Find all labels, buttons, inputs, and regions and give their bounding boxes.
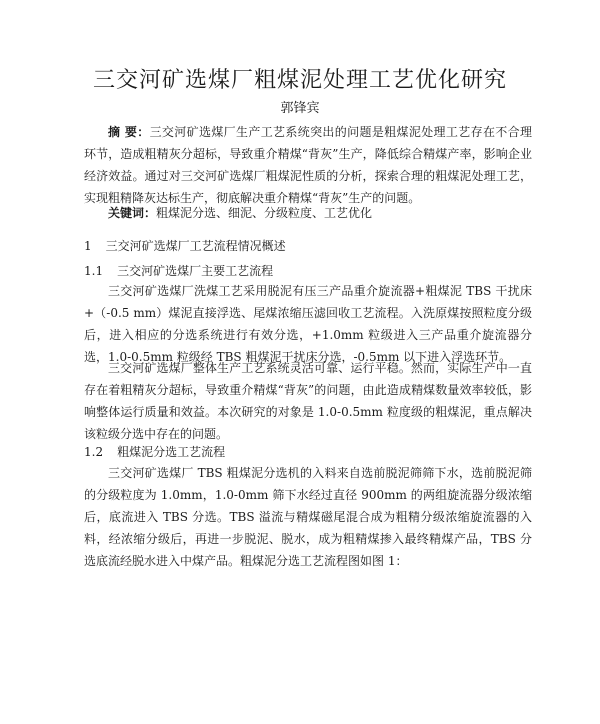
abstract-text: 三交河矿选煤厂生产工艺系统突出的问题是粗煤泥处理工艺存在不合理环节，造成粗精灰分超标，导致重介精煤“背灰”生产，降低综合精煤产率，影响企业经济效益。通过对三交河矿选煤厂粗煤泥性质的分析，探索合理的粗煤泥处理工艺，实现粗精降灰达标生产，彻底解决重介精煤“背灰”生产的问题。: [84, 125, 532, 205]
keywords-text: 粗煤泥分选、细泥、分级粒度、工艺优化: [156, 206, 373, 220]
subsection-number: 1.1: [84, 264, 104, 278]
abstract-label: 摘 要：: [108, 125, 150, 139]
body-paragraph: 三交河矿选煤厂洗煤工艺采用脱泥有压三产品重介旋流器+粗煤泥 TBS 干扰床+（-0.5 mm）煤泥直接浮选、尾煤浓缩压滤回收工艺流程。入洗原煤按照粒度分级后，进入相应的分选系统进行有效分选，+1.0mm 粒级进入三产品重介旋流器分选，1.0-0.5mm 粒级经 TBS 粗煤泥干扰床分选，-0.5mm 以下进入浮选环节。: [84, 284, 532, 364]
subsection-title: 粗煤泥分选工艺流程: [117, 445, 226, 459]
section-title: 三交河矿选煤厂工艺流程情况概述: [105, 239, 286, 253]
subsection-heading-1-2: [84, 443, 225, 460]
abstract: [84, 121, 532, 209]
subsection-title: 三交河矿选煤厂主要工艺流程: [117, 264, 274, 278]
author-name: 郭锋宾: [280, 101, 320, 116]
subsection-number: 1.2: [84, 445, 104, 459]
body-paragraph: 三交河矿选煤厂 TBS 粗煤泥分选机的入料来自选前脱泥筛筛下水，选前脱泥筛的分级粒度为 1.0mm，1.0-0mm 筛下水经过直径 900mm 的两组旋流器分级浓缩后，底流进入 TBS 分选。TBS 溢流与精煤磁尾混合成为粗精分级浓缩旋流器的入料，经浓缩分级后，再进一步脱泥、脱水，成为粗精煤掺入最终精煤产品，TBS 分选底流经脱水进入中煤产品。粗煤泥分选工艺流程图如图 1：: [84, 466, 532, 568]
subsection-heading-1-1: [84, 262, 273, 279]
paper-title: 三交河矿选煤厂粗煤泥处理工艺优化研究: [92, 67, 507, 93]
keywords: [108, 204, 538, 221]
keywords-label: 关键词：: [108, 206, 157, 220]
section-heading-1: [84, 237, 286, 254]
section-number: 1: [84, 239, 92, 253]
body-paragraph: 三交河矿选煤厂整体生产工艺系统灵活可靠、运行平稳。然而，实际生产中一直存在着粗精灰分超标，导致重介精煤“背灰”的问题，由此造成精煤数量效率较低，影响整体运行质量和效益。本次研究的对象是 1.0-0.5mm 粒度级的粗煤泥，重点解决该粒级分选中存在的问题。: [84, 361, 532, 441]
